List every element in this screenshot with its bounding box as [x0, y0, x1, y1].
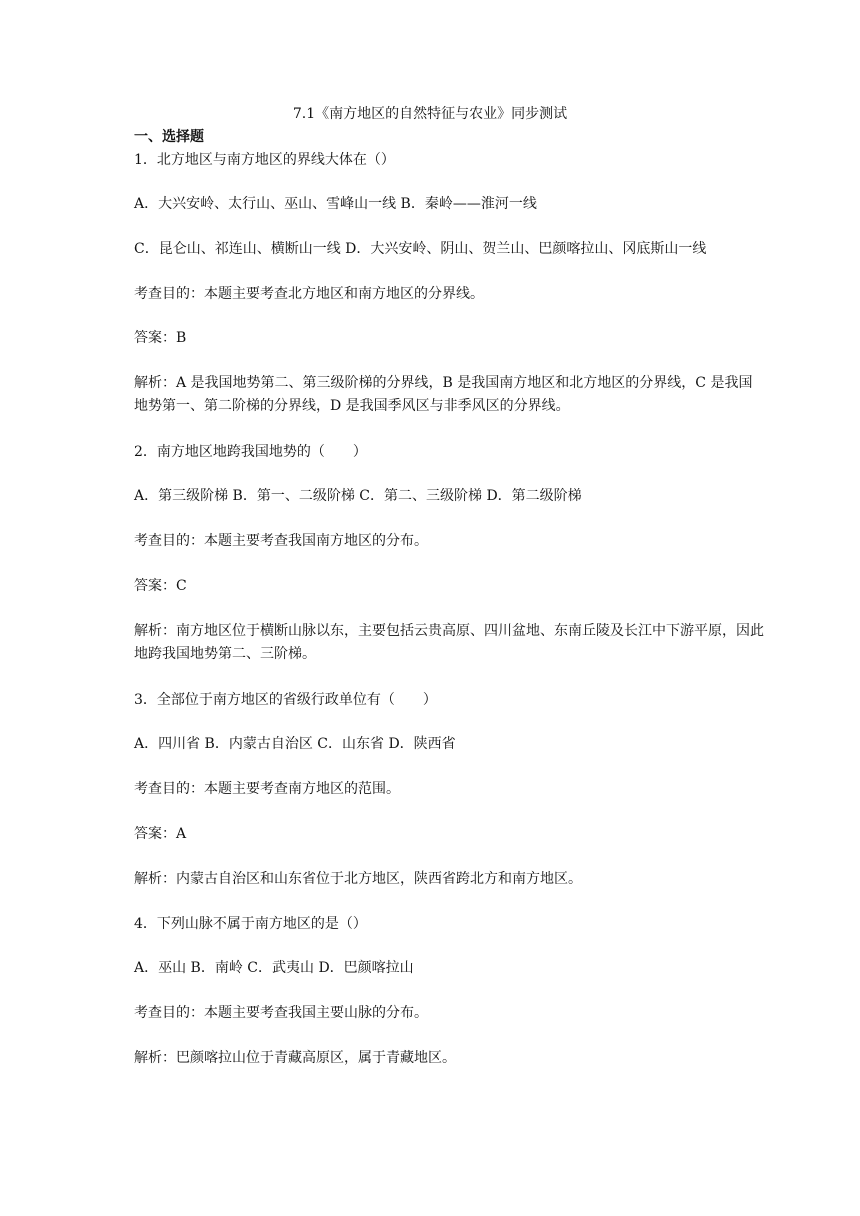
q1-options-line-2: C．昆仑山、祁连山、横断山一线 D．大兴安岭、阴山、贺兰山、巴颜喀拉山、冈底斯山一线 — [134, 241, 707, 257]
q3-analysis: 解析：内蒙古自治区和山东省位于北方地区，陕西省跨北方和南方地区。 — [134, 871, 582, 887]
q4-question: 4．下列山脉不属于南方地区的是（） — [134, 916, 367, 932]
q3-question: 3．全部位于南方地区的省级行政单位有（ ） — [134, 692, 437, 708]
q2-question: 2．南方地区地跨我国地势的（ ） — [134, 444, 367, 460]
q2-analysis: 解析：南方地区位于横断山脉以东，主要包括云贵高原、四川盆地、东南丘陵及长江中下游平原，因此地跨我国地势第二、三阶梯。 — [134, 623, 764, 662]
q3-purpose: 考查目的：本题主要考查南方地区的范围。 — [134, 781, 400, 797]
q1-question: 1．北方地区与南方地区的界线大体在（） — [134, 152, 395, 168]
q4-options: A．巫山 B．南岭 C．武夷山 D．巴颜喀拉山 — [134, 960, 414, 976]
document-title: 7.1《南方地区的自然特征与农业》同步测试 — [292, 106, 568, 122]
q2-purpose: 考查目的：本题主要考查我国南方地区的分布。 — [134, 533, 428, 549]
q4-analysis: 解析：巴颜喀拉山位于青藏高原区，属于青藏地区。 — [134, 1050, 456, 1066]
section-heading: 一、选择题 — [134, 129, 204, 145]
q3-options: A．四川省 B．内蒙古自治区 C．山东省 D．陕西省 — [134, 736, 456, 752]
q1-analysis: 解析：A 是我国地势第二、第三级阶梯的分界线，B 是我国南方地区和北方地区的分界线，C 是我国地势第一、第二阶梯的分界线，D 是我国季风区与非季风区的分界线。 — [134, 375, 753, 414]
q1-purpose: 考查目的：本题主要考查北方地区和南方地区的分界线。 — [134, 286, 484, 302]
q2-answer: 答案：C — [134, 578, 187, 594]
q1-options-line-1: A．大兴安岭、太行山、巫山、雪峰山一线 B．秦岭——淮河一线 — [134, 196, 537, 212]
q4-purpose: 考查目的：本题主要考查我国主要山脉的分布。 — [134, 1005, 428, 1021]
q1-answer: 答案：B — [134, 330, 187, 346]
q3-answer: 答案：A — [134, 826, 187, 842]
q2-options: A．第三级阶梯 B．第一、二级阶梯 C．第二、三级阶梯 D．第二级阶梯 — [134, 488, 582, 504]
